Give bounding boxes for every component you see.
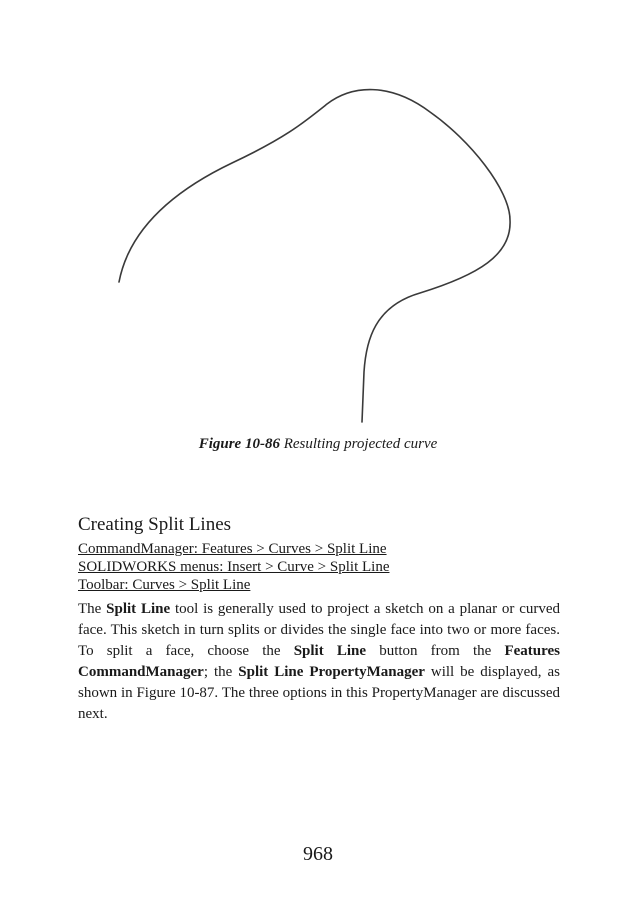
commandmanager-path-link[interactable]: CommandManager: Features > Curves > Split Line	[78, 541, 387, 557]
body-text-segment: ; the	[203, 664, 239, 680]
split-line-propertymanager-term: Split Line PropertyManager	[238, 664, 425, 680]
projected-curve-figure	[0, 0, 636, 440]
toolbar-path-link[interactable]: Toolbar: Curves > Split Line	[78, 577, 251, 593]
body-text-segment: will be displayed, as shown in Figure 10-87. The three options in this PropertyManager are discussed next.	[78, 664, 560, 722]
body-text-segment: tool is generally used to project a sketch on a planar or curved face. This sketch in turn splits or divides the single face into two or more faces. To split a face, choose the	[78, 601, 561, 659]
figure-caption	[0, 436, 636, 453]
features-commandmanager-term: Features CommandManager	[78, 643, 561, 680]
solidworks-menus-path-link[interactable]: SOLIDWORKS menus: Insert > Curve > Split Line	[78, 559, 390, 575]
page-number: 968	[303, 843, 333, 865]
figure-caption-text: Resulting projected curve	[279, 436, 438, 452]
body-text-segment: The	[78, 601, 107, 617]
split-line-term: Split Line	[293, 643, 367, 659]
figure-caption-label: Figure 10-86	[198, 436, 280, 452]
split-line-term: Split Line	[106, 601, 171, 617]
body-paragraph	[78, 599, 560, 725]
projected-curve	[119, 90, 510, 422]
body-text-segment: button from the	[366, 643, 505, 659]
section-title: Creating Split Lines	[78, 514, 232, 535]
